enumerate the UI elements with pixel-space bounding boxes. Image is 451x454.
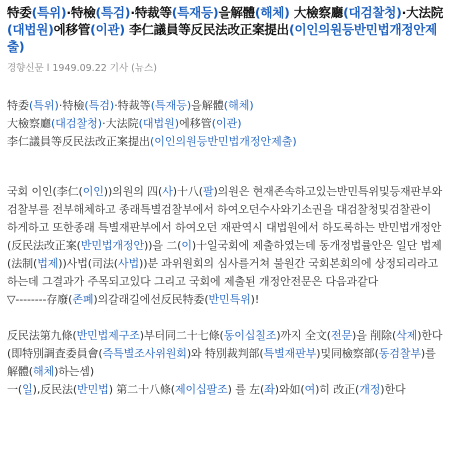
korean-reading: 사 xyxy=(162,185,173,198)
text-run: 을解體 xyxy=(191,99,224,112)
korean-reading: 제이십팔조 xyxy=(174,383,228,396)
text-run: 特委 xyxy=(7,99,29,112)
lead-line xyxy=(7,133,445,151)
text-run: )와 特別裁判部( xyxy=(186,347,264,360)
text-run: )하는셈) xyxy=(54,365,95,378)
text-run: ( xyxy=(76,239,81,252)
text-run: 大檢察廳 xyxy=(7,117,51,130)
text-run: )十八( xyxy=(172,185,203,198)
korean-reading: 개정 xyxy=(359,383,381,396)
text-run: 李仁議員等反民法改正案提出 xyxy=(124,22,289,37)
text-run: ( xyxy=(78,185,83,198)
korean-reading: 전문 xyxy=(330,329,353,342)
text-run: 李仁議員等反民法改正案提出 xyxy=(7,135,150,148)
korean-reading: (특재등) xyxy=(171,5,219,20)
text-run: ))을 二( xyxy=(143,239,182,252)
korean-reading: (이관) xyxy=(90,22,125,37)
korean-reading: 사법 xyxy=(117,257,139,270)
text-run: )의갈래길에선反民特委( xyxy=(93,293,209,306)
korean-reading: (특위) xyxy=(31,5,67,20)
lead-line xyxy=(7,115,445,133)
text-run: 特委 xyxy=(7,5,32,20)
korean-reading: 반민특위 xyxy=(208,293,251,306)
korean-reading: 일 xyxy=(22,383,33,396)
korean-reading: (특검) xyxy=(84,99,115,112)
article-headline xyxy=(7,4,445,55)
korean-reading: (대검찰청) xyxy=(343,5,402,20)
text-run: )와如( xyxy=(274,383,305,396)
korean-reading: 동검찰부 xyxy=(378,347,421,360)
article-byline: 경향신문 l 1949.09.22 기사 (뉴스) xyxy=(7,63,157,74)
korean-reading: 법제 xyxy=(37,257,59,270)
text-run: )十일국회에 제출하였는데 동개정법률안은 일단 법제( xyxy=(7,239,442,270)
korean-reading: 존폐 xyxy=(72,293,94,306)
korean-reading: 삭제 xyxy=(396,329,418,342)
text-run: ( xyxy=(33,257,38,270)
korean-reading: (특검) xyxy=(95,5,131,20)
korean-reading: 동이십칠조 xyxy=(223,329,277,342)
korean-reading: 여 xyxy=(304,383,316,396)
article-lead xyxy=(7,97,445,151)
text-run: ·大法院 xyxy=(401,5,444,20)
korean-reading: (특위) xyxy=(29,99,59,112)
lead-line xyxy=(7,97,445,115)
korean-reading: 이 xyxy=(181,239,192,252)
text-run: ·特檢 xyxy=(66,5,96,20)
korean-reading: 좌 xyxy=(264,383,275,396)
text-run: ))분 과위원회의 심사를거쳐 불원간 국회본회의에 상정되리라고하는데 그결과가 주목되고있다 그리고 국회에 제출된 개정안전문은 다음과같다 xyxy=(7,257,439,288)
text-run: )을 削除( xyxy=(352,329,397,342)
korean-reading: (해체) xyxy=(223,99,254,112)
korean-reading: (이인의원등반민법개정안제출) xyxy=(150,135,297,148)
korean-reading: 이인 xyxy=(82,185,104,198)
korean-reading: (해체) xyxy=(254,5,290,20)
korean-reading: (이관) xyxy=(211,117,242,130)
text-run: ))사법( xyxy=(58,257,92,270)
text-run: )를 解體( xyxy=(7,347,436,378)
text-run: )한다 xyxy=(380,383,406,396)
text-run: 反民法第九條( xyxy=(7,329,77,342)
text-run: 大檢察廳 xyxy=(289,5,344,20)
text-run: 에移管 xyxy=(179,117,212,130)
korean-reading: 팔 xyxy=(202,185,214,198)
text-run: ·特裁等 xyxy=(114,99,151,112)
text-run: ) 를 左( xyxy=(227,383,265,396)
korean-reading: (대법원) xyxy=(138,117,180,130)
korean-reading: (특재등) xyxy=(150,99,192,112)
korean-reading: (대검찰청) xyxy=(51,117,103,130)
korean-reading: 반민법개정안 xyxy=(80,239,144,252)
text-run: 司法 xyxy=(91,257,114,270)
text-run: )까지 全文( xyxy=(276,329,331,342)
article-paragraph-1 xyxy=(7,183,445,309)
text-run: 국회 이인( xyxy=(7,185,57,198)
text-run: 李仁 xyxy=(56,185,79,198)
text-run: ·特檢 xyxy=(58,99,85,112)
text-run: 을解體 xyxy=(218,5,255,20)
text-run: ( xyxy=(113,257,118,270)
text-run: ))의원의 四( xyxy=(103,185,163,198)
text-run: )부터同二十七條( xyxy=(139,329,224,342)
text-run: 에移管 xyxy=(53,22,91,37)
text-run: )및同檢察部( xyxy=(316,347,379,360)
text-run: 反民法改正案 xyxy=(11,239,77,252)
korean-reading: 반민법 xyxy=(77,383,109,396)
text-run: )한다(即特別調査委員會( xyxy=(7,329,443,360)
text-run: ),反民法( xyxy=(32,383,78,396)
korean-reading: (이인의원등반민법개정안제출) xyxy=(7,22,437,54)
korean-reading: 해체 xyxy=(33,365,55,378)
korean-reading: 즉특별조사위원회 xyxy=(102,347,187,360)
article xyxy=(7,0,445,399)
text-run: )의원은 현재존속하고있는반민특위및등재판부와 검찰부를 전부해체하고 종래특별검찰부에서 하여오던수사와기소권을 대검찰청및검찰관이 하게하고 또한종래 특별재판부에서 하여오던 재판역시 대법원에서 하도록하는 반민법개정안( xyxy=(7,185,443,252)
text-run: )히 改正( xyxy=(315,383,360,396)
text-run: 一( xyxy=(7,383,23,396)
text-run: )! xyxy=(250,293,260,306)
korean-reading: (대법원) xyxy=(7,22,54,37)
text-run: ·特裁等 xyxy=(130,5,172,20)
text-run: ▽--------存廢( xyxy=(7,293,73,306)
korean-reading: 특별재판부 xyxy=(263,347,317,360)
article-paragraph-2 xyxy=(7,327,445,399)
text-run: ) 第二十八條( xyxy=(108,383,175,396)
text-run: ·大法院 xyxy=(102,117,139,130)
text-run: 法制 xyxy=(11,257,34,270)
korean-reading: 반민법제구조 xyxy=(76,329,140,342)
